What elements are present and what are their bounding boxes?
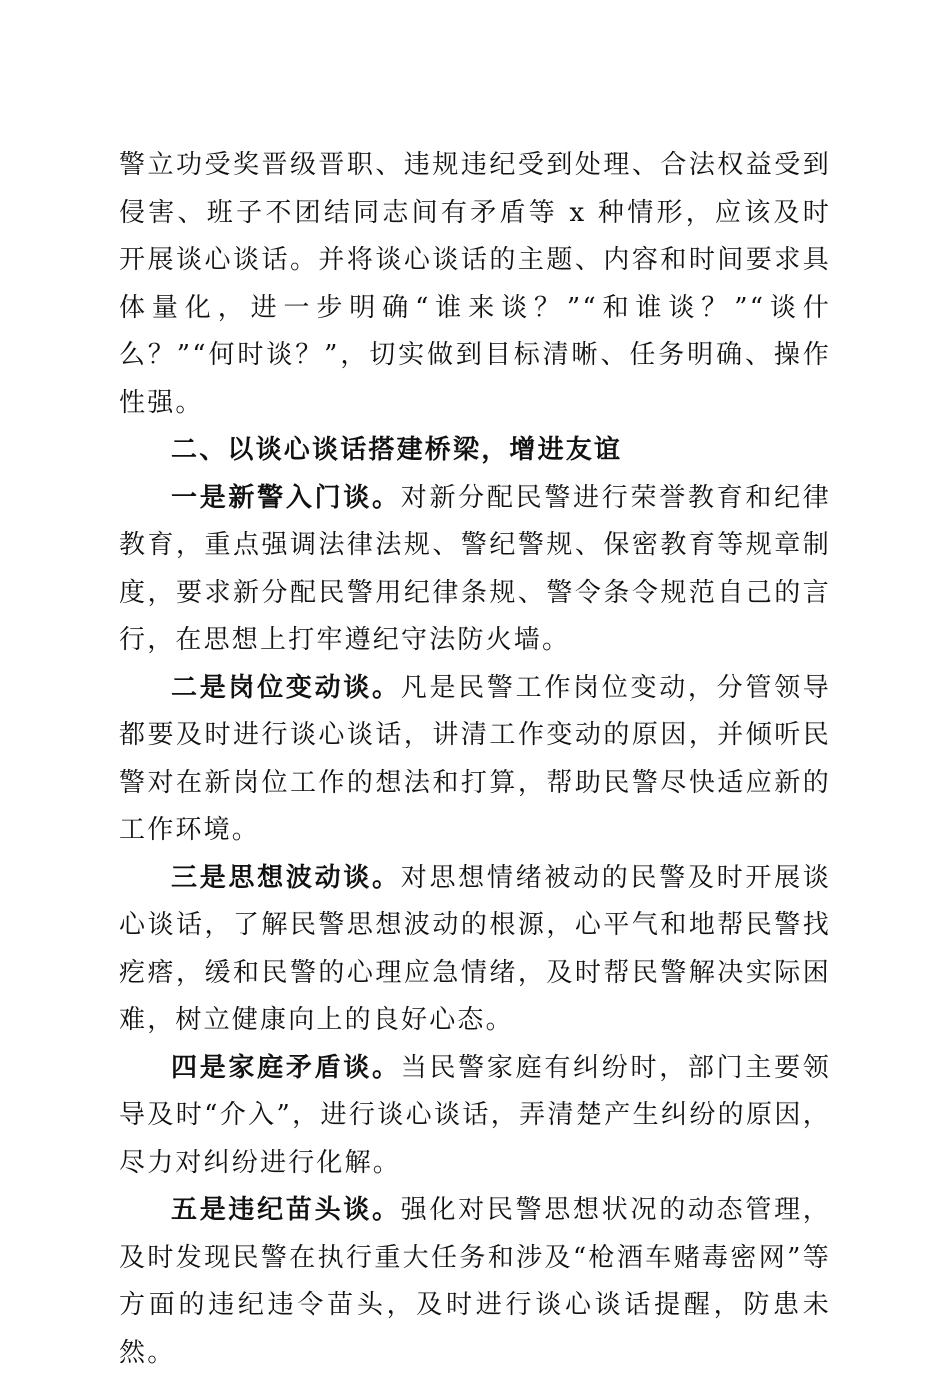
item-lead-3: 三是思想波动谈。 xyxy=(171,862,401,893)
item-text-1: 对新分配民警进行荣誉教育和纪律教育，重点强调法律法规、警纪警规、保密教育等规章制度，要求新分配民警用纪律条规、警令条令规范自己的言行，在思想上打牢遵纪守法防火墙。 xyxy=(119,482,831,655)
item-text-4: 当民警家庭有纠纷时，部门主要领导及时“介入”，进行谈心谈话，弄清楚产生纠纷的原因，尽力对纠纷进行化解。 xyxy=(119,1052,831,1178)
item-paragraph-1 xyxy=(119,475,831,665)
continuation-paragraph: 警立功受奖晋级晋职、违规违纪受到处理、合法权益受到侵害、班子不团结同志间有矛盾等 x 种情形，应该及时开展谈心谈话。并将谈心谈话的主题、内容和时间要求具体量化，进一步明确“谁来谈？”“和谁谈？”“谈什么？”“何时谈？”，切实做到目标清晰、任务明确、操作性强。 xyxy=(119,150,831,418)
section-heading: 二、以谈心谈话搭建桥梁，增进友谊 xyxy=(171,435,623,465)
item-lead-4: 四是家庭矛盾谈。 xyxy=(171,1052,401,1083)
item-paragraph-4 xyxy=(119,1045,831,1188)
document-body xyxy=(119,142,831,1377)
item-paragraph-2 xyxy=(119,665,831,855)
item-paragraph-5 xyxy=(119,1187,831,1377)
item-text-5: 强化对民警思想状况的动态管理，及时发现民警在执行重大任务和涉及“枪酒车赌毒密网”等方面的违纪违令苗头，及时进行谈心谈话提醒，防患未然。 xyxy=(119,1195,831,1368)
item-lead-1: 一是新警入门谈。 xyxy=(171,482,401,513)
item-text-3: 对思想情绪被动的民警及时开展谈心谈话，了解民警思想波动的根源，心平气和地帮民警找疙瘩，缓和民警的心理应急情绪，及时帮民警解决实际困难，树立健康向上的良好心态。 xyxy=(119,862,831,1035)
item-lead-2: 二是岗位变动谈。 xyxy=(171,672,401,703)
item-paragraph-3 xyxy=(119,855,831,1045)
item-lead-5: 五是违纪苗头谈。 xyxy=(171,1195,401,1225)
item-text-2: 凡是民警工作岗位变动，分管领导都要及时进行谈心谈话，讲清工作变动的原因，并倾听民警对在新岗位工作的想法和打算，帮助民警尽快适应新的工作环境。 xyxy=(119,672,831,845)
